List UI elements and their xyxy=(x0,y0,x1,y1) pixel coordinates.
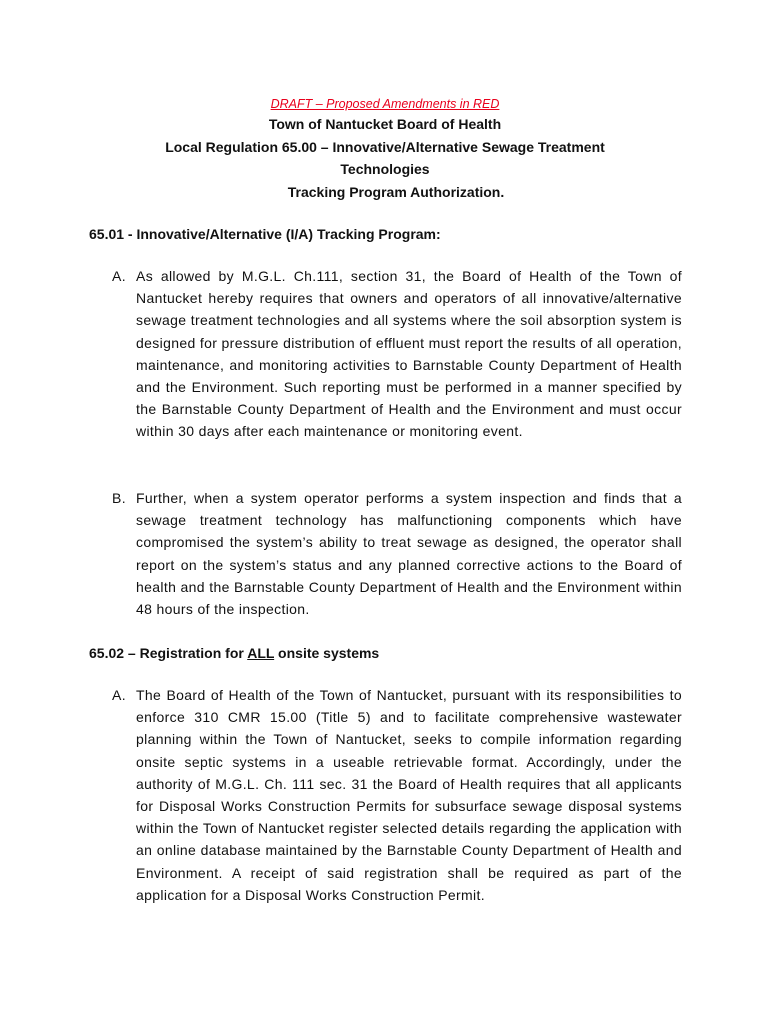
item-letter: A. xyxy=(112,268,126,284)
section-6502-item-a xyxy=(112,684,682,906)
section-6502-heading xyxy=(89,643,379,663)
title-line-2: Local Regulation 65.00 – Innovative/Alternative Sewage Treatment xyxy=(165,138,605,155)
heading-prefix: 65.02 – Registration for xyxy=(89,645,248,661)
heading-suffix: onsite systems xyxy=(274,645,380,661)
section-6501-item-a xyxy=(112,265,682,443)
section-6501-heading: 65.01 - Innovative/Alternative (I/A) Tracking Program: xyxy=(89,226,441,242)
section-6501-item-b xyxy=(112,487,682,620)
item-letter: B. xyxy=(112,490,126,506)
document-header xyxy=(90,95,680,203)
title-line-3: Technologies xyxy=(340,161,430,177)
item-text: As allowed by M.G.L. Ch.111, section 31, the Board of Health of the Town of Nantucket hereby requires that owners and operators of all innovative/alternative sewage treatment technologies and all systems where the soil absorption system is designed for pressure distribution of effluent must report the results of all operation, maintenance, and monitoring activities to Barnstable County Department of Health and the Environment. Such reporting must be performed in a manner specified by the Barnstable County Department of Health and the Environment and must occur within 30 days after each maintenance or monitoring event. xyxy=(136,268,682,440)
item-text: Further, when a system operator performs a system inspection and finds that a sewage treatment technology has malfunctioning components which have compromised the system’s ability to treat sewage as designed, the operator shall report on the system’s status and any planned corrective actions to the Board of health and the Barnstable County Department of Health and the Environment within 48 hours of the inspection. xyxy=(136,490,682,618)
heading-emphasis: ALL xyxy=(247,645,275,661)
draft-note: DRAFT – Proposed Amendments in RED xyxy=(270,97,500,111)
item-text: The Board of Health of the Town of Nantucket, pursuant with its responsibilities to enforce 310 CMR 15.00 (Title 5) and to facilitate comprehensive wastewater planning within the Town of Nantucket, seeks to compile information regarding onsite septic systems in a useable retrievable format. Accordingly, under the authority of M.G.L. Ch. 111 sec. 31 the Board of Health requires that all applicants for Disposal Works Construction Permits for subsurface sewage disposal systems within the Town of Nantucket register selected details regarding the application with an online database maintained by the Barnstable County Department of Health and Environment. A receipt of said registration shall be required as part of the application for a Disposal Works Construction Permit. xyxy=(136,687,682,903)
title-line-4: Tracking Program Authorization. xyxy=(287,183,505,200)
title-line-1: Town of Nantucket Board of Health xyxy=(268,116,502,132)
item-letter: A. xyxy=(112,687,126,703)
